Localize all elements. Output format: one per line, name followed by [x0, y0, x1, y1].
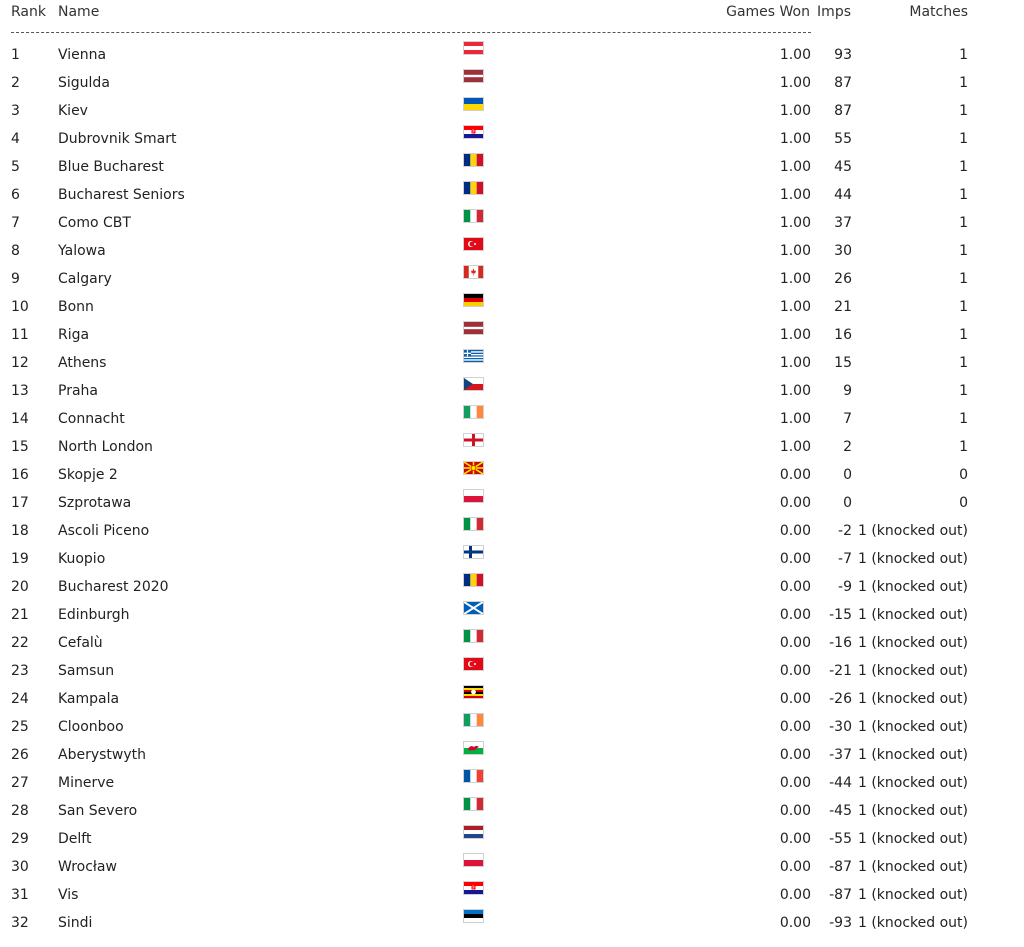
turkey-flag	[463, 657, 484, 671]
rank-cell: 19	[11, 551, 29, 567]
team-name-cell: Athens	[58, 355, 107, 371]
games-won-cell: 1.00	[779, 299, 811, 315]
romania-flag	[463, 153, 484, 167]
matches-cell: 1	[959, 187, 968, 203]
matches-cell: 1	[959, 439, 968, 455]
team-name-cell: Praha	[58, 383, 98, 399]
rank-cell: 11	[11, 327, 29, 343]
rank-cell: 13	[11, 383, 29, 399]
rank-cell: 1	[11, 47, 20, 63]
latvia-flag	[463, 69, 484, 83]
team-name-cell: Szprotawa	[58, 495, 132, 511]
table-row	[0, 769, 1024, 797]
greece-flag	[463, 349, 484, 363]
italy-flag	[463, 797, 484, 811]
table-row	[0, 713, 1024, 741]
matches-cell: 1	[959, 75, 968, 91]
imps-cell: -16	[829, 635, 852, 651]
table-row	[0, 741, 1024, 769]
games-won-cell: 1.00	[779, 271, 811, 287]
team-name-cell: Skopje 2	[58, 467, 118, 483]
imps-cell: 7	[843, 411, 852, 427]
table-row	[0, 293, 1024, 321]
games-won-cell: 0.00	[779, 719, 811, 735]
imps-cell: -37	[829, 747, 852, 763]
matches-cell: 0	[959, 467, 968, 483]
games-won-cell: 0.00	[779, 663, 811, 679]
games-won-cell: 1.00	[779, 159, 811, 175]
matches-cell: 1 (knocked out)	[857, 607, 968, 623]
table-row	[0, 377, 1024, 405]
ireland-flag	[463, 405, 484, 419]
imps-cell: -45	[829, 803, 852, 819]
table-row	[0, 265, 1024, 293]
games-won-cell: 1.00	[779, 215, 811, 231]
games-won-cell: 1.00	[779, 355, 811, 371]
games-won-cell: 0.00	[779, 803, 811, 819]
matches-cell: 1 (knocked out)	[857, 635, 968, 651]
team-name-cell: Bucharest Seniors	[58, 187, 185, 203]
rank-cell: 17	[11, 495, 29, 511]
turkey-flag	[463, 237, 484, 251]
imps-cell: 21	[834, 299, 852, 315]
uganda-flag	[463, 685, 484, 699]
team-name-cell: Cloonboo	[58, 719, 124, 735]
games-won-cell: 0.00	[779, 887, 811, 903]
imps-cell: -26	[829, 691, 852, 707]
table-row	[0, 517, 1024, 545]
imps-cell: 87	[834, 75, 852, 91]
table-row	[0, 825, 1024, 853]
games-won-cell: 0.00	[779, 523, 811, 539]
team-name-cell: Aberystwyth	[58, 747, 146, 763]
rank-cell: 30	[11, 859, 29, 875]
matches-cell: 1 (knocked out)	[857, 831, 968, 847]
team-name-cell: Kuopio	[58, 551, 106, 567]
rank-cell: 5	[11, 159, 20, 175]
imps-cell: -2	[838, 523, 852, 539]
games-won-cell: 0.00	[779, 551, 811, 567]
italy-flag	[463, 209, 484, 223]
games-won-cell: 1.00	[779, 411, 811, 427]
scotland-flag	[463, 601, 484, 615]
imps-cell: 45	[834, 159, 852, 175]
table-row	[0, 629, 1024, 657]
ukraine-flag	[463, 97, 484, 111]
germany-flag	[463, 293, 484, 307]
imps-cell: 87	[834, 103, 852, 119]
rank-cell: 2	[11, 75, 20, 91]
games-won-cell: 0.00	[779, 747, 811, 763]
matches-cell: 1 (knocked out)	[857, 719, 968, 735]
header-imps: Imps	[817, 4, 851, 20]
matches-cell: 1	[959, 159, 968, 175]
matches-cell: 1 (knocked out)	[857, 887, 968, 903]
games-won-cell: 0.00	[779, 775, 811, 791]
imps-cell: 15	[834, 355, 852, 371]
table-row	[0, 321, 1024, 349]
games-won-cell: 0.00	[779, 635, 811, 651]
matches-cell: 1 (knocked out)	[857, 803, 968, 819]
table-row	[0, 657, 1024, 685]
rank-cell: 3	[11, 103, 20, 119]
croatia-flag	[463, 881, 484, 895]
games-won-cell: 1.00	[779, 103, 811, 119]
rank-cell: 7	[11, 215, 20, 231]
team-name-cell: Vienna	[58, 47, 107, 63]
imps-cell: -21	[829, 663, 852, 679]
table-row	[0, 545, 1024, 573]
table-row	[0, 881, 1024, 909]
matches-cell: 1	[959, 271, 968, 287]
imps-cell: -87	[829, 859, 852, 875]
rank-cell: 10	[11, 299, 29, 315]
games-won-cell: 1.00	[779, 243, 811, 259]
team-name-cell: Minerve	[58, 775, 115, 791]
header-matches: Matches	[909, 4, 968, 20]
latvia-flag	[463, 321, 484, 335]
imps-cell: -7	[838, 551, 852, 567]
imps-cell: -15	[829, 607, 852, 623]
team-name-cell: Kiev	[58, 103, 88, 119]
imps-cell: 0	[843, 495, 852, 511]
matches-cell: 1 (knocked out)	[857, 859, 968, 875]
czech-flag	[463, 377, 484, 391]
rank-cell: 25	[11, 719, 29, 735]
france-flag	[463, 769, 484, 783]
italy-flag	[463, 629, 484, 643]
games-won-cell: 0.00	[779, 831, 811, 847]
table-row	[0, 125, 1024, 153]
table-row	[0, 853, 1024, 881]
imps-cell: 9	[843, 383, 852, 399]
matches-cell: 1 (knocked out)	[857, 523, 968, 539]
games-won-cell: 1.00	[779, 131, 811, 147]
rank-cell: 16	[11, 467, 29, 483]
imps-cell: 37	[834, 215, 852, 231]
matches-cell: 1	[959, 243, 968, 259]
rank-cell: 23	[11, 663, 29, 679]
table-row	[0, 433, 1024, 461]
imps-cell: 93	[834, 47, 852, 63]
rank-cell: 20	[11, 579, 29, 595]
matches-cell: 0	[959, 495, 968, 511]
macedonia-flag	[463, 461, 484, 475]
team-name-cell: San Severo	[58, 803, 138, 819]
matches-cell: 1	[959, 47, 968, 63]
standings-table	[0, 41, 1024, 937]
games-won-cell: 0.00	[779, 579, 811, 595]
imps-cell: -44	[829, 775, 852, 791]
games-won-cell: 1.00	[779, 187, 811, 203]
table-row	[0, 41, 1024, 69]
rank-cell: 24	[11, 691, 29, 707]
header-separator	[11, 32, 811, 33]
team-name-cell: Connacht	[58, 411, 125, 427]
games-won-cell: 1.00	[779, 383, 811, 399]
matches-cell: 1	[959, 103, 968, 119]
matches-cell: 1	[959, 299, 968, 315]
team-name-cell: Sigulda	[58, 75, 110, 91]
poland-flag	[463, 853, 484, 867]
romania-flag	[463, 573, 484, 587]
matches-cell: 1	[959, 131, 968, 147]
rank-cell: 26	[11, 747, 29, 763]
rank-cell: 21	[11, 607, 29, 623]
austria-flag	[463, 41, 484, 55]
rank-cell: 4	[11, 131, 20, 147]
imps-cell: -9	[838, 579, 852, 595]
games-won-cell: 0.00	[779, 859, 811, 875]
croatia-flag	[463, 125, 484, 139]
imps-cell: 0	[843, 467, 852, 483]
rank-cell: 15	[11, 439, 29, 455]
rank-cell: 31	[11, 887, 29, 903]
table-row	[0, 909, 1024, 937]
team-name-cell: Bucharest 2020	[58, 579, 169, 595]
england-flag	[463, 433, 484, 447]
header-games-won: Games Won	[726, 4, 810, 20]
imps-cell: -87	[829, 887, 852, 903]
team-name-cell: Dubrovnik Smart	[58, 131, 177, 147]
team-name-cell: Samsun	[58, 663, 115, 679]
games-won-cell: 1.00	[779, 47, 811, 63]
matches-cell: 1	[959, 327, 968, 343]
poland-flag	[463, 489, 484, 503]
rank-cell: 22	[11, 635, 29, 651]
games-won-cell: 1.00	[779, 439, 811, 455]
rank-cell: 18	[11, 523, 29, 539]
matches-cell: 1	[959, 215, 968, 231]
table-row	[0, 209, 1024, 237]
team-name-cell: Yalowa	[58, 243, 106, 259]
games-won-cell: 0.00	[779, 495, 811, 511]
rank-cell: 32	[11, 915, 29, 931]
games-won-cell: 0.00	[779, 467, 811, 483]
matches-cell: 1 (knocked out)	[857, 747, 968, 763]
rank-cell: 8	[11, 243, 20, 259]
table-row	[0, 237, 1024, 265]
table-row	[0, 97, 1024, 125]
imps-cell: -30	[829, 719, 852, 735]
matches-cell: 1 (knocked out)	[857, 579, 968, 595]
team-name-cell: Kampala	[58, 691, 120, 707]
table-row	[0, 461, 1024, 489]
table-row	[0, 69, 1024, 97]
romania-flag	[463, 181, 484, 195]
team-name-cell: Como CBT	[58, 215, 131, 231]
games-won-cell: 1.00	[779, 75, 811, 91]
imps-cell: 30	[834, 243, 852, 259]
netherlands-flag	[463, 825, 484, 839]
rank-cell: 12	[11, 355, 29, 371]
table-header	[0, 4, 1024, 22]
games-won-cell: 0.00	[779, 915, 811, 931]
matches-cell: 1 (knocked out)	[857, 551, 968, 567]
matches-cell: 1	[959, 355, 968, 371]
matches-cell: 1	[959, 383, 968, 399]
italy-flag	[463, 517, 484, 531]
table-row	[0, 573, 1024, 601]
wales-flag	[463, 741, 484, 755]
team-name-cell: Blue Bucharest	[58, 159, 164, 175]
team-name-cell: Vis	[58, 887, 79, 903]
games-won-cell: 1.00	[779, 327, 811, 343]
team-name-cell: North London	[58, 439, 153, 455]
table-row	[0, 489, 1024, 517]
ireland-flag	[463, 713, 484, 727]
canada-flag	[463, 265, 484, 279]
imps-cell: 55	[834, 131, 852, 147]
finland-flag	[463, 545, 484, 559]
table-row	[0, 797, 1024, 825]
table-row	[0, 601, 1024, 629]
header-name: Name	[58, 4, 100, 20]
rank-cell: 28	[11, 803, 29, 819]
imps-cell: -55	[829, 831, 852, 847]
table-row	[0, 405, 1024, 433]
imps-cell: -93	[829, 915, 852, 931]
imps-cell: 44	[834, 187, 852, 203]
table-row	[0, 153, 1024, 181]
header-rank: Rank	[11, 4, 46, 20]
team-name-cell: Sindi	[58, 915, 93, 931]
team-name-cell: Bonn	[58, 299, 94, 315]
imps-cell: 2	[843, 439, 852, 455]
games-won-cell: 0.00	[779, 691, 811, 707]
rank-cell: 14	[11, 411, 29, 427]
team-name-cell: Edinburgh	[58, 607, 130, 623]
rank-cell: 29	[11, 831, 29, 847]
matches-cell: 1 (knocked out)	[857, 775, 968, 791]
team-name-cell: Riga	[58, 327, 90, 343]
table-row	[0, 181, 1024, 209]
matches-cell: 1	[959, 411, 968, 427]
imps-cell: 26	[834, 271, 852, 287]
team-name-cell: Delft	[58, 831, 92, 847]
matches-cell: 1 (knocked out)	[857, 663, 968, 679]
imps-cell: 16	[834, 327, 852, 343]
games-won-cell: 0.00	[779, 607, 811, 623]
estonia-flag	[463, 909, 484, 923]
team-name-cell: Ascoli Piceno	[58, 523, 150, 539]
rank-cell: 6	[11, 187, 20, 203]
table-row	[0, 685, 1024, 713]
team-name-cell: Calgary	[58, 271, 112, 287]
table-row	[0, 349, 1024, 377]
rank-cell: 9	[11, 271, 20, 287]
matches-cell: 1 (knocked out)	[857, 915, 968, 931]
team-name-cell: Cefalù	[58, 635, 103, 651]
team-name-cell: Wrocław	[58, 859, 117, 875]
matches-cell: 1 (knocked out)	[857, 691, 968, 707]
rank-cell: 27	[11, 775, 29, 791]
